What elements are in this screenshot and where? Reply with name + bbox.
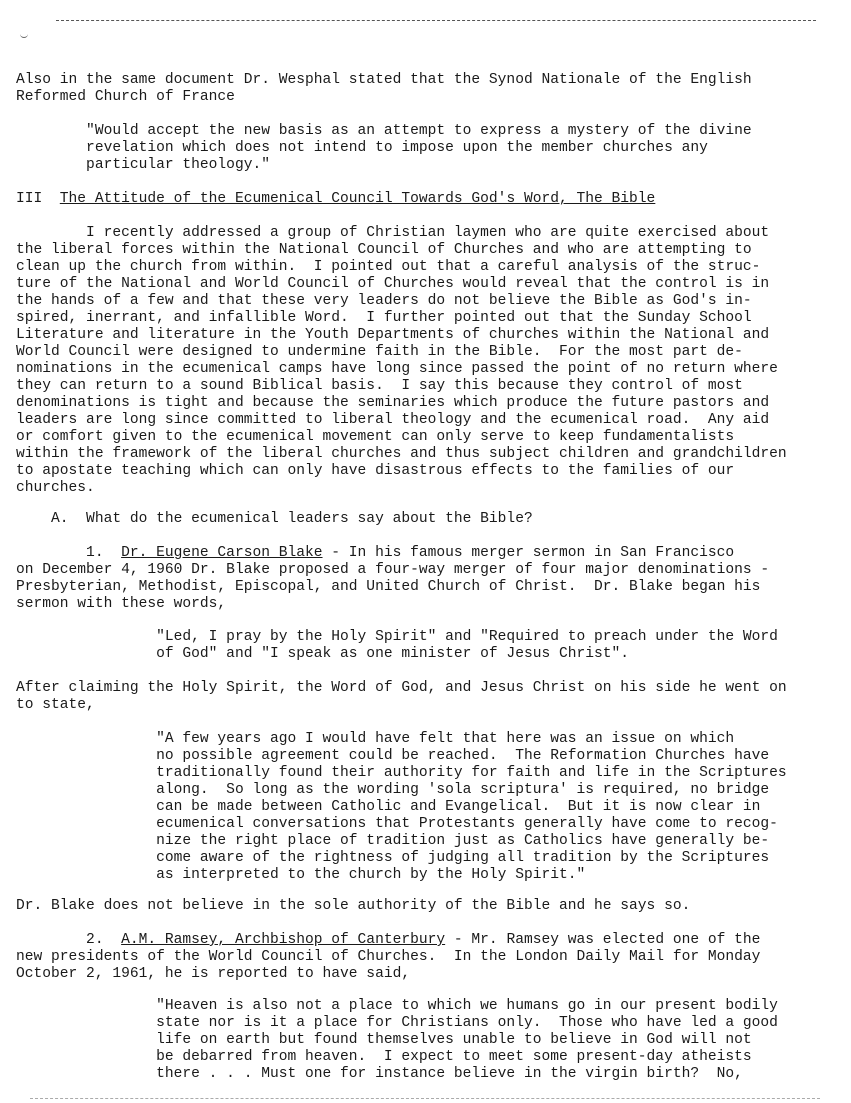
- intro-paragraph: Also in the same document Dr. Wesphal stated that the Synod Nationale of the English Reformed Church of France: [16, 72, 752, 105]
- main-paragraph: I recently addressed a group of Christian laymen who are quite exercised about the liberal forces within the National Council of Churches and who are attempting to clean up the church from within. I pointed out that a careful analysis of the struc- ture of the National and World Council of Churches would reveal that the control is in the hands of a few and that these very leaders do not believe the Bible as God's in- spired, inerrant, and infallible Word. I further pointed out that the Sunday School Literature and literature in the Youth Departments of churches within the National and World Council were designed to undermine faith in the Bible. For the most part de- nominations in the ecumenical camps have long since passed the point of no return where they can return to a sound Biblical basis. I say this because they control of most denominations is tight and because the seminaries which produce the future pastors and leaders are long since committed to liberal theology and the ecumenical road. Any aid or comfort given to the ecumenical movement can only serve to keep fundamentalists within the framework of the liberal churches and thus subject children and grandchildren to apostate teaching which can only have disastrous effects to the families of our churches.: [16, 225, 787, 496]
- item-1-blake: 1. Dr. Eugene Carson Blake - In his famous merger sermon in San Francisco on December 4, 1960 Dr. Blake proposed a four-way merger of four major denominations - Presbyterian, Methodist, Episcopal, and United Church of Christ. Dr. Blake began his sermon with these words,: [16, 545, 770, 612]
- quote-synod: "Would accept the new basis as an attempt to express a mystery of the divine revelation which does not intend to impose upon the member churches any particular theology.": [16, 123, 752, 173]
- quote-blake-intro: "Led, I pray by the Holy Spirit" and "Required to preach under the Word of God" and "I speak as one minister of Jesus Christ".: [16, 629, 778, 662]
- item-2-name: A.M. Ramsey, Archbishop of Canterbury: [121, 932, 446, 948]
- section-heading: [16, 191, 841, 208]
- top-header-rule: [56, 20, 816, 21]
- quote-blake-main: "A few years ago I would have felt that here was an issue on which no possible agreement could be reached. The Reformation Churches have traditionally found their authority for faith and life in the Scriptures along. So long as the wording 'sola scriptura' is required, no bridge can be made between Catholic and Evangelical. But it is now clear in ecumenical conversations that Protestants generally have come to recog- nize the right place of tradition just as Catholics have generally be- come aware of the rightness of judging all tradition by the Scriptures as interpreted to the church by the Holy Spirit.": [16, 731, 787, 883]
- quote-ramsey: "Heaven is also not a place to which we humans go in our present bodily state nor is it a place for Christians only. Those who have led a good life on earth but found themselves unable to believe in God will not be debarred from heaven. I expect to meet some present-day atheists there . . . Must one for instance believe in the virgin birth? No,: [16, 998, 778, 1082]
- section-number: III: [16, 191, 43, 207]
- subsection-a-heading: A. What do the ecumenical leaders say about the Bible?: [16, 511, 533, 527]
- item-1-name: Dr. Eugene Carson Blake: [121, 545, 323, 561]
- after-claiming-paragraph: After claiming the Holy Spirit, the Word of God, and Jesus Christ on his side he went on to state,: [16, 680, 787, 713]
- bottom-scan-edge: [30, 1098, 820, 1099]
- blake-conclusion: Dr. Blake does not believe in the sole authority of the Bible and he says so.: [16, 898, 691, 914]
- section-title: The Attitude of the Ecumenical Council Towards God's Word, The Bible: [59, 191, 656, 207]
- top-margin-mark: [20, 34, 28, 38]
- item-2-ramsey: 2. A.M. Ramsey, Archbishop of Canterbury - Mr. Ramsey was elected one of the new presidents of the World Council of Churches. In the London Daily Mail for Monday October 2, 1961, he is reported to have said,: [16, 932, 761, 982]
